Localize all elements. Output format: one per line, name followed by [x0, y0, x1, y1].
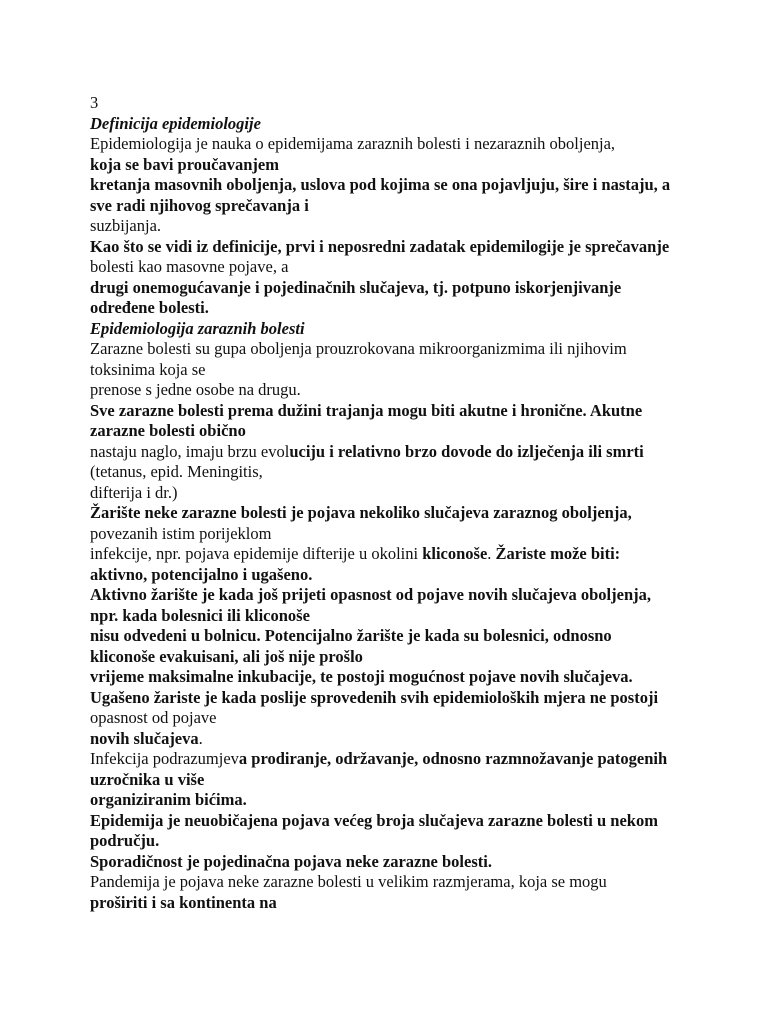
text-run: zarazne bolesti obično [90, 421, 246, 440]
text-line [90, 749, 690, 770]
text-line [90, 380, 690, 401]
text-line [90, 811, 690, 832]
text-run: Sve zarazne bolesti prema dužini trajanja mogu biti akutne i hronične. Akutne [90, 400, 643, 420]
text-run: Zarazne bolesti su gupa oboljenja prouzrokovana mikroorganizmima ili njihovim [90, 339, 627, 358]
text-line [90, 442, 690, 463]
text-line [90, 729, 690, 750]
text-run: kretanja masovnih oboljenja, uslova pod kojima se ona pojavljuju, šire i nastaju, a [90, 175, 671, 194]
text-line [90, 585, 690, 606]
text-line [90, 237, 690, 258]
text-line [90, 114, 690, 135]
text-run: opasnost od pojave [90, 708, 217, 727]
text-run: uzročnika u više [90, 769, 205, 789]
text-run: kliconoše [422, 544, 488, 563]
page-number: 3 [90, 93, 99, 112]
text-run: kliconoše evakuisani, ali još nije prošlo [90, 646, 363, 666]
text-line [90, 770, 690, 791]
text-run: bolesti kao masovne pojave, a [90, 257, 289, 276]
text-line [90, 216, 690, 237]
section-heading: Definicija epidemiologije [90, 113, 261, 133]
text-run: Ugašeno žariste je kada poslije sprovedenih svih epidemioloških mjera ne postoji [90, 687, 659, 707]
text-line [90, 196, 690, 217]
text-line [90, 647, 690, 668]
text-line [90, 401, 690, 422]
text-line [90, 298, 690, 319]
text-line [90, 708, 690, 729]
text-line [90, 544, 690, 565]
text-line [90, 155, 690, 176]
text-run: Žarište neke zarazne bolesti je pojava nekoliko slučajeva zaraznog oboljenja, [90, 503, 632, 522]
text-line [90, 462, 690, 483]
text-run: Kao što se vidi iz definicije, prvi i neposredni zadatak epidemilogije je sprečavanje [90, 236, 670, 256]
text-run: koja se bavi proučavanjem [90, 154, 279, 174]
text-run: Epidemija je neuobičajena pojava većeg broja slučajeva zarazne bolesti u nekom [90, 810, 658, 830]
text-line [90, 421, 690, 442]
text-line [90, 134, 690, 155]
text-line [90, 667, 690, 688]
text-line [90, 339, 690, 360]
text-run: nisu odvedeni u bolnicu. Potencijalno žarište je kada su bolesnici, odnosno [90, 626, 612, 645]
text-line [90, 852, 690, 873]
text-run: proširiti i sa kontinenta na [90, 892, 277, 912]
text-line [90, 503, 690, 524]
text-line [90, 626, 690, 647]
text-run: . [487, 544, 496, 563]
text-line [90, 790, 690, 811]
text-run: Infekcija podrazumjev [90, 749, 239, 768]
text-run: Sporadičnost je pojedinačna pojava neke zarazne bolesti. [90, 851, 492, 871]
text-run: npr. kada bolesnici ili kliconoše [90, 605, 310, 625]
text-run: infekcije, npr. pojava epidemije difterije u okolini [90, 544, 423, 563]
text-line [90, 319, 690, 340]
text-run: . [198, 728, 203, 748]
text-run: Epidemiologija je nauka o epidemijama zaraznih bolesti i nezaraznih oboljenja, [90, 134, 616, 153]
text-run: Žariste može biti: [495, 544, 621, 563]
text-run: uciju i relativno brzo dovode do izlječenja ili smrti [289, 441, 644, 461]
text-line [90, 278, 690, 299]
text-line [90, 524, 690, 545]
text-line [90, 175, 690, 196]
text-run: području. [90, 831, 160, 850]
text-run: organiziranim bićima. [90, 790, 247, 809]
text-line [90, 893, 690, 914]
text-run: drugi onemogućavanje i pojedinačnih slučajeva, tj. potpuno iskorjenjivanje [90, 277, 622, 297]
text-run: sve radi njihovog sprečavanja i [90, 195, 309, 215]
text-run: suzbijanja. [90, 216, 162, 235]
text-run: novih slučajeva [90, 728, 199, 748]
text-run: nastaju naglo, imaju brzu evol [90, 441, 290, 461]
text-line [90, 872, 690, 893]
document-text [90, 114, 690, 914]
text-run: Aktivno žarište je kada još prijeti opasnost od pojave novih slučajeva oboljenja, [90, 585, 652, 604]
document-body [90, 93, 690, 913]
section-heading: Epidemiologija zaraznih bolesti [90, 318, 305, 338]
text-run: određene bolesti. [90, 298, 209, 317]
text-run: (tetanus, epid. Meningitis, [90, 462, 263, 481]
text-run: Pandemija je pojava neke zarazne bolesti u velikim razmjerama, koja se mogu [90, 872, 607, 891]
text-line [90, 483, 690, 504]
text-run: vrijeme maksimalne inkubacije, te postoji mogućnost pojave novih slučajeva. [90, 667, 633, 686]
text-run: prenose s jedne osobe na drugu. [90, 380, 301, 399]
text-line [90, 688, 690, 709]
text-line [90, 831, 690, 852]
text-run: difterija i dr.) [90, 482, 178, 502]
text-line [90, 565, 690, 586]
text-run: a prodiranje, održavanje, odnosno razmnožavanje patogenih [238, 749, 668, 768]
text-line [90, 360, 690, 381]
text-run: povezanih istim porijeklom [90, 523, 272, 543]
text-line [90, 606, 690, 627]
text-run: aktivno, potencijalno i ugašeno. [90, 564, 313, 584]
text-run: toksinima koja se [90, 359, 206, 379]
text-line [90, 257, 690, 278]
